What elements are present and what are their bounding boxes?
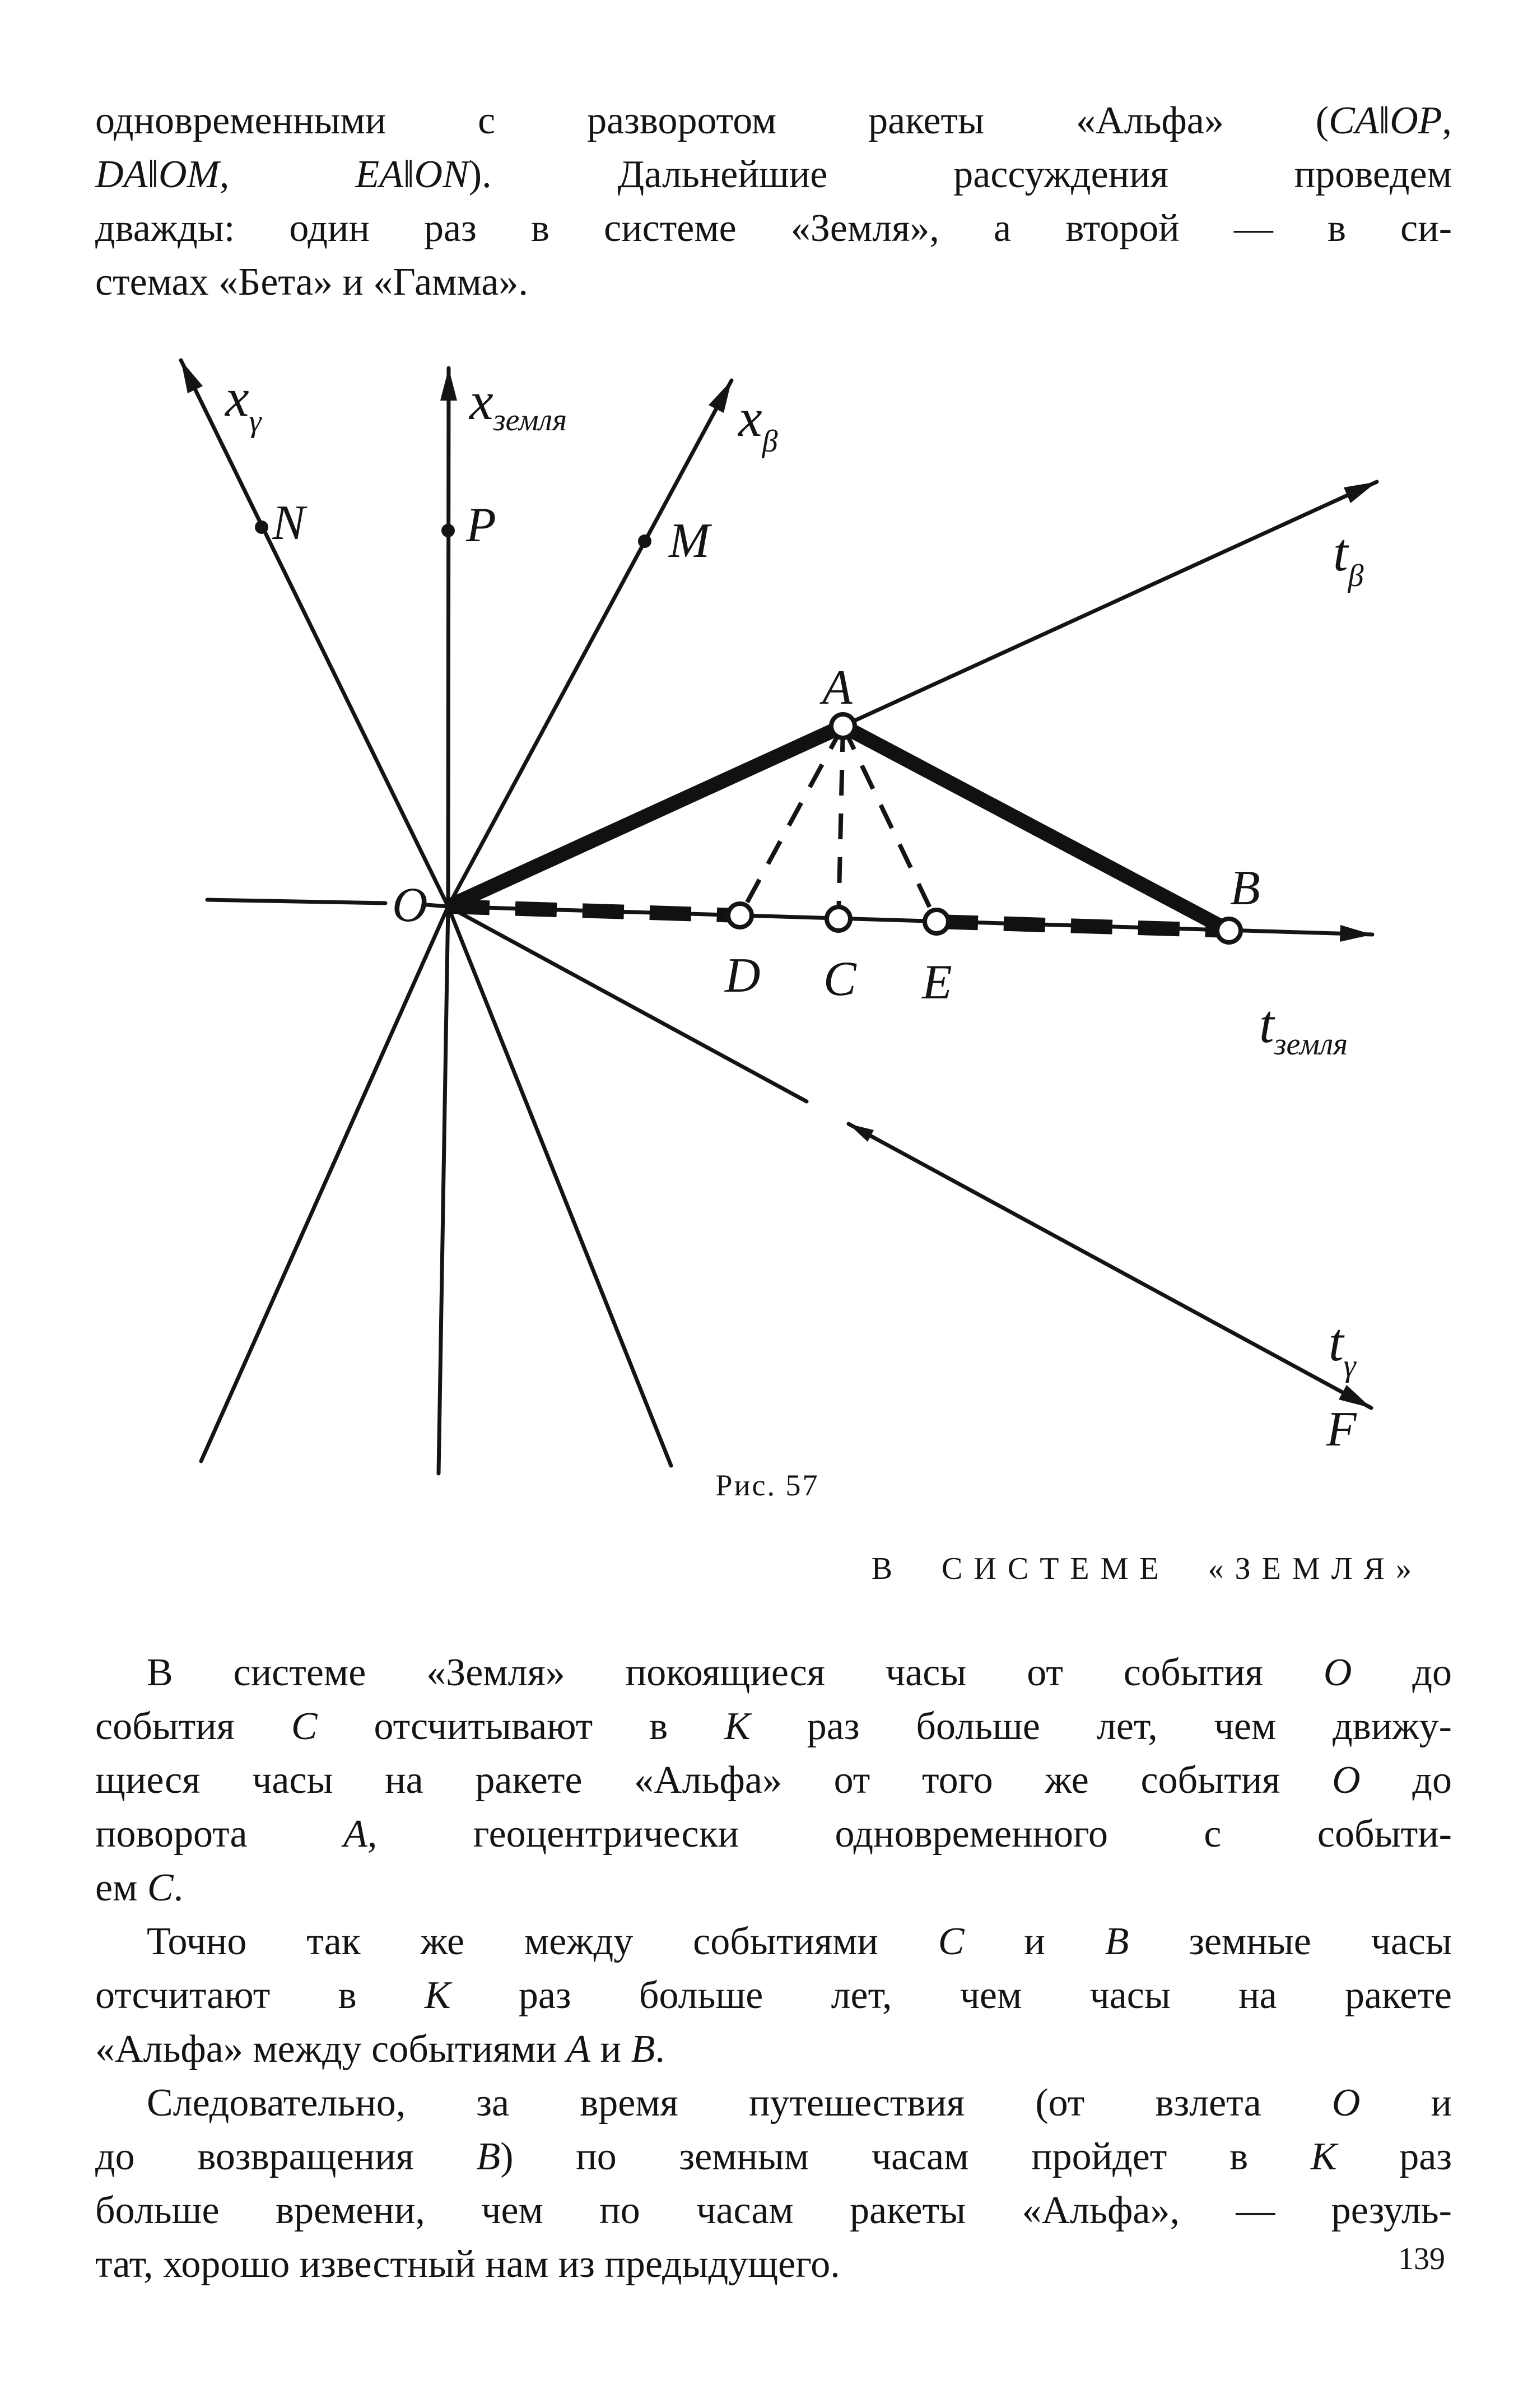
page-number: 139 [1398, 2242, 1445, 2276]
text-run: и [590, 2028, 631, 2071]
text-line [95, 1646, 1452, 1700]
math-symbol: C [147, 1866, 174, 1909]
text-run: , [219, 153, 356, 196]
math-symbol: ON [414, 153, 469, 196]
text-line [95, 1861, 1452, 1915]
axis-x-earth-upper [448, 368, 449, 907]
section-heading: В СИСТЕМЕ «ЗЕМЛЯ» [871, 1551, 1423, 1586]
text-run: события [95, 1705, 291, 1748]
label-D: D [725, 949, 761, 1003]
axis-x-beta-lower [201, 907, 448, 1461]
text-run: Точно так же между событиями [147, 1920, 938, 1963]
label-N: N [272, 496, 305, 550]
axis-x-beta-upper [448, 380, 732, 907]
math-symbol: K [424, 1974, 451, 2017]
math-symbol: C [291, 1705, 318, 1748]
worldline-O-A [448, 726, 843, 907]
arrow-t-earth-icon [1340, 925, 1372, 942]
label-x-beta: $x_\beta$ [738, 388, 778, 459]
text-run: до возвращения [95, 2135, 477, 2178]
text-run: поворота [95, 1812, 344, 1856]
text-run: и [1360, 2081, 1452, 2125]
text-run: В системе «Земля» покоящиеся часы от события [147, 1651, 1324, 1694]
text-run: . [173, 1866, 184, 1909]
text-run: , [1442, 99, 1452, 142]
label-B: B [1230, 861, 1260, 915]
text-line [95, 2184, 1452, 2238]
text-run: . [655, 2028, 665, 2071]
text-run: больше времени, чем по часам ракеты «Альфа», — резуль- [95, 2189, 1452, 2232]
point-E-circle [925, 910, 948, 933]
arrow-x-beta-icon [709, 380, 732, 413]
label-F: F [1326, 1402, 1357, 1457]
label-x-gamma: $x_\gamma$ [225, 368, 262, 439]
text-run: раз [1336, 2135, 1452, 2178]
math-symbol: O [1323, 1651, 1352, 1694]
text-run: раз больше лет, чем движу- [750, 1705, 1452, 1748]
arrow-t-beta-icon [1344, 482, 1377, 503]
text-run: отсчитывают в [317, 1705, 725, 1748]
math-symbol: B [1105, 1920, 1129, 1963]
text-run: ). Дальнейшие рассуждения проведем [468, 153, 1452, 196]
axis-x-earth-lower [439, 907, 448, 1473]
arrow-t-gamma-break-icon [849, 1124, 874, 1142]
label-x-earth: $x_{земля}$ [469, 371, 567, 438]
point-M-dot [638, 534, 651, 548]
text-run: ‖ [1378, 99, 1390, 142]
point-D-circle [728, 904, 752, 927]
text-line [95, 1807, 1452, 1861]
text-run: «Альфа» между событиями [95, 2028, 567, 2071]
math-symbol: C [938, 1920, 965, 1963]
text-line [95, 1700, 1452, 1754]
text-run: щиеся часы на ракете «Альфа» от того же события [95, 1759, 1333, 1802]
point-A-circle [831, 714, 855, 738]
point-B-circle [1217, 919, 1241, 942]
math-symbol: OM [158, 153, 220, 196]
math-symbol: A [566, 2028, 591, 2071]
text-run: ‖ [403, 153, 414, 196]
math-symbol: EA [355, 153, 403, 196]
math-symbol: DA [95, 153, 148, 196]
math-symbol: CA [1329, 99, 1379, 142]
label-P: P [466, 498, 496, 552]
text-line [95, 1754, 1452, 1807]
math-symbol: B [476, 2135, 501, 2178]
text-run: ‖ [147, 153, 159, 196]
math-symbol: B [631, 2028, 655, 2071]
math-symbol: O [1332, 1759, 1361, 1802]
math-symbol: OP [1390, 99, 1442, 142]
text-run: и [964, 1920, 1105, 1963]
point-N-dot [255, 520, 268, 534]
label-O: O [392, 878, 428, 932]
math-symbol: K [1310, 2135, 1337, 2178]
label-C: C [823, 952, 856, 1006]
text-line [95, 2023, 1452, 2076]
point-P-dot [441, 524, 455, 537]
body-text [95, 1646, 1452, 2291]
text-run: дважды: один раз в системе «Земля», а второй — в си- [95, 207, 1452, 250]
axis-t-earth-left-a [207, 900, 385, 903]
axis-labels [224, 368, 1364, 1383]
point-C-circle [827, 907, 850, 931]
axis-x-gamma-upper [181, 360, 448, 907]
text-run: раз больше лет, чем часы на ракете [450, 1974, 1452, 2017]
math-symbol: O [1331, 2081, 1361, 2125]
text-line [95, 1969, 1452, 2023]
text-run: одновременными с разворотом ракеты «Альфа» ( [95, 99, 1329, 142]
dashed-A-C [839, 726, 843, 919]
text-run: до [1352, 1651, 1452, 1694]
text-line [95, 2130, 1452, 2184]
label-M: M [669, 514, 710, 568]
math-symbol: K [724, 1705, 751, 1748]
label-t-gamma: $t_\gamma$ [1329, 1312, 1356, 1383]
arrow-x-earth-icon [440, 368, 457, 401]
text-run: ) по земным часам пройдет в [500, 2135, 1311, 2178]
text-run: тат, хорошо известный нам из предыдущего. [95, 2243, 840, 2286]
worldline-A-B [843, 726, 1229, 931]
text-line [95, 2238, 1452, 2291]
label-t-beta: $t_\beta$ [1333, 522, 1364, 593]
text-run: ем [95, 1866, 147, 1909]
arrow-x-gamma-icon [181, 360, 203, 393]
axis-dots [255, 520, 651, 548]
axis-x-gamma-lower [448, 907, 671, 1466]
math-symbol: A [343, 1812, 367, 1856]
text-run: до [1360, 1759, 1452, 1802]
arrowheads [181, 360, 1377, 1408]
text-run: , геоцентрически одновременного с событи- [367, 1812, 1452, 1856]
axis-t-gamma-seg1 [448, 907, 807, 1101]
axis-t-earth-left-b [427, 905, 448, 907]
text-line [95, 1915, 1452, 1969]
label-t-earth: $t_{земля}$ [1259, 994, 1348, 1062]
label-E: E [922, 955, 952, 1010]
text-line [95, 2076, 1452, 2130]
figure-caption: Рис. 57 [715, 1468, 819, 1502]
text-run: стемах «Бета» и «Гамма». [95, 261, 528, 304]
text-run: отсчитают в [95, 1974, 425, 2017]
axis-t-gamma-seg2 [849, 1124, 1371, 1408]
text-run: Следовательно, за время путешествия (от взлета [147, 2081, 1332, 2125]
label-A: A [822, 661, 853, 715]
text-run: земные часы [1129, 1920, 1452, 1963]
